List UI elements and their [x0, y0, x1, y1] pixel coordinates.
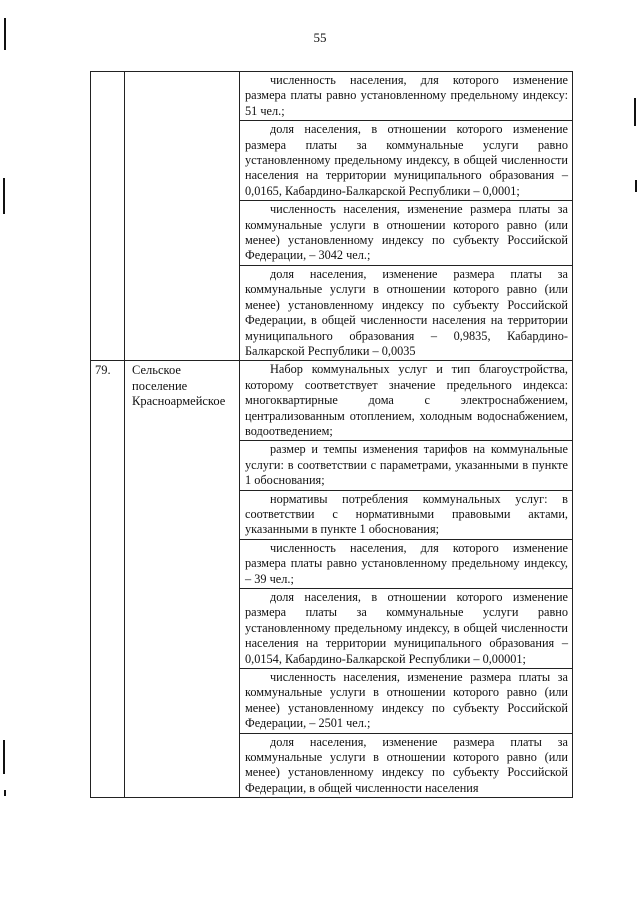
settlement-name-cell [125, 72, 240, 361]
description-cell [240, 72, 573, 361]
description-paragraph: доля населения, изменение размера платы за коммунальные услуги в отношении которого равно (или менее) установленному индексу по субъекту Российской Федерации, в общей численности населения на территории муниципального образования – 0,9835, Кабардино-Балкарской Республики – 0,0035 [240, 265, 572, 360]
scan-edge-mark [3, 178, 5, 214]
document-table [90, 71, 573, 798]
description-paragraph: доля населения, в отношении которого изменение размера платы за коммунальные услуги равно установленному предельному индексу, в общей численности населения на территории муниципального образования – 0,0165, Кабардино-Балкарской Республики – 0,0001; [240, 120, 572, 200]
scan-edge-mark [4, 18, 6, 50]
table-row [91, 361, 573, 798]
scan-edge-mark [4, 790, 6, 796]
description-paragraph: численность населения, изменение размера платы за коммунальные услуги в отношении которого равно (или менее) установленному индексу по субъекту Российской Федерации, – 3042 чел.; [240, 200, 572, 265]
table-row [91, 72, 573, 361]
description-paragraph: доля населения, изменение размера платы за коммунальные услуги в отношении которого равно (или менее) установленному индексу по субъекту Российской Федерации, в общей численности населения [240, 733, 572, 798]
row-number-cell: 79. [91, 361, 125, 798]
scan-edge-mark [3, 740, 5, 774]
description-paragraph: численность населения, для которого изменение размера платы равно установленному предельному индексу, – 39 чел.; [240, 539, 572, 588]
scan-edge-mark [635, 180, 637, 192]
description-paragraph: доля населения, в отношении которого изменение размера платы за коммунальные услуги равно установленному предельному индексу, в общей численности населения на территории муниципального образования – 0,0154, Кабардино-Балкарской Республики – 0,00001; [240, 588, 572, 668]
scan-edge-mark [634, 98, 636, 126]
description-cell [240, 361, 573, 798]
settlement-name-cell: Сельское поселение Красноармейское [125, 361, 240, 798]
description-paragraph: нормативы потребления коммунальных услуг: в соответствии с нормативными правовыми актами, указанными в пункте 1 обоснования; [240, 490, 572, 539]
row-number-cell [91, 72, 125, 361]
description-paragraph: численность населения, изменение размера платы за коммунальные услуги в отношении которого равно (или менее) установленному индексу по субъекту Российской Федерации, – 2501 чел.; [240, 668, 572, 733]
description-paragraph: Набор коммунальных услуг и тип благоустройства, которому соответствует значение предельного индекса: многоквартирные дома с электроснабжением, централизованным отоплением, холодным водоснабжением, водоотведением; [245, 362, 568, 438]
description-paragraph: численность населения, для которого изменение размера платы равно установленному предельному индексу: 51 чел.; [245, 73, 568, 118]
description-paragraph: размер и темпы изменения тарифов на коммунальные услуги: в соответствии с параметрами, указанными в пункте 1 обоснования; [240, 440, 572, 489]
page-number: 55 [313, 30, 327, 45]
